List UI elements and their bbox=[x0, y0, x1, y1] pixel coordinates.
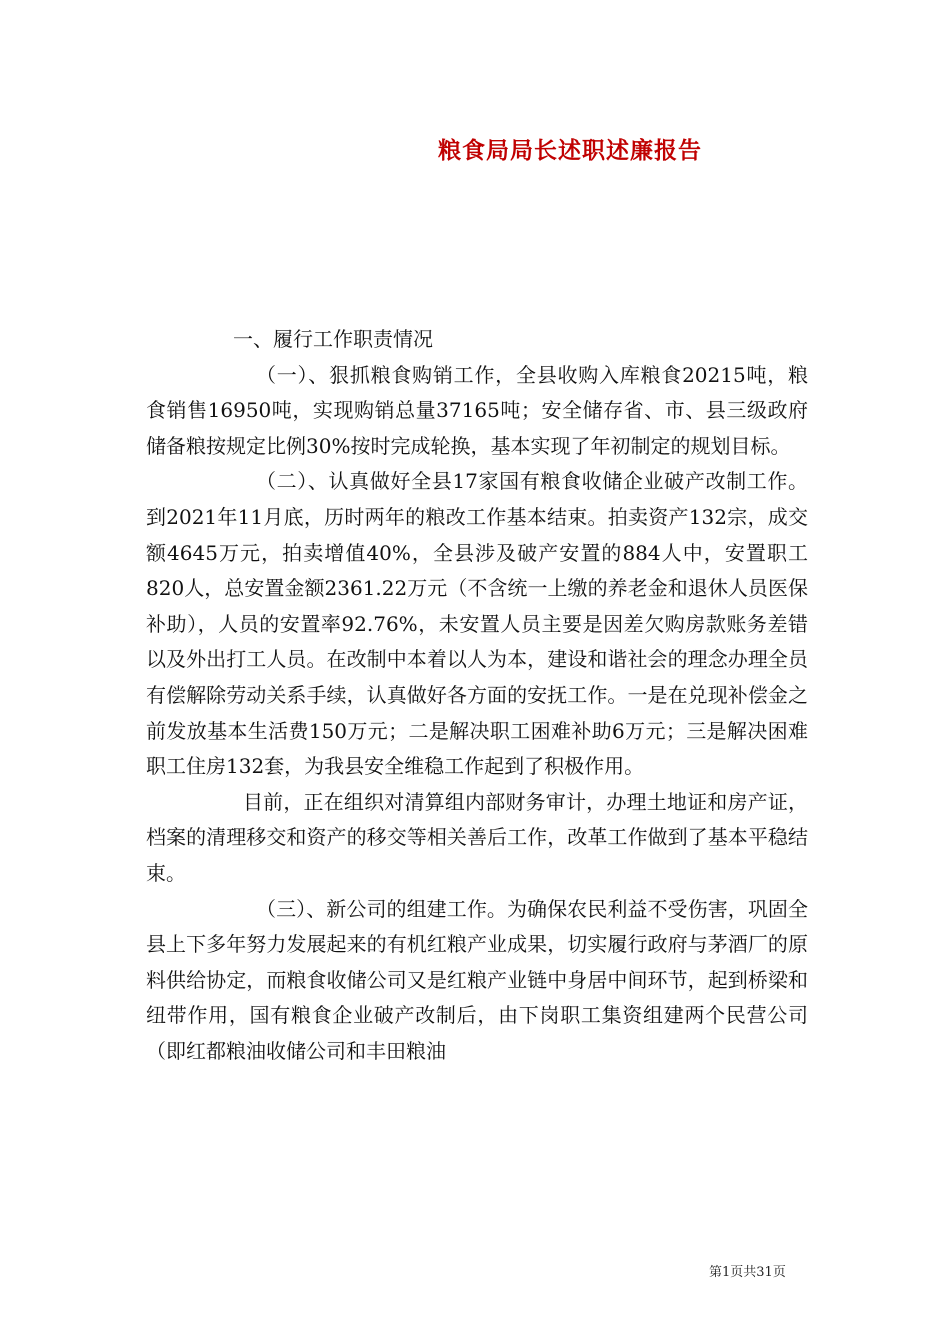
section-heading: 一、履行工作职责情况 bbox=[233, 327, 433, 351]
document-body bbox=[146, 322, 808, 1069]
paragraph-2: （二）、认真做好全县17家国有粮食收储企业破产改制工作。到2021年11月底，历时两年的粮改工作基本结束。拍卖资产132宗，成交额4645万元，拍卖增值40%，全县涉及破产安置的884人中，安置职工820人，总安置金额2361.22万元（不含统一上缴的养老金和退休人员医保补助），人员的安置率92.76%，未安置人员主要是因差欠购房款账务差错以及外出打工人员。在改制中本着以人为本，建设和谐社会的理念办理全员有偿解除劳动关系手续，认真做好各方面的安抚工作。一是在兑现补偿金之前发放基本生活费150万元；二是解决职工困难补助6万元；三是解决困难职工住房132套，为我县安全维稳工作起到了积极作用。 bbox=[146, 469, 808, 779]
paragraph-4: （三）、新公司的组建工作。为确保农民利益不受伤害，巩固全县上下多年努力发展起来的有机红粮产业成果，切实履行政府与茅酒厂的原料供给协定，而粮食收储公司又是红粮产业链中身居中间环节，起到桥梁和纽带作用，国有粮食企业破产改制后，由下岗职工集资组建两个民营公司（即红都粮油收储公司和丰田粮油 bbox=[146, 896, 808, 1063]
paragraph-3: 目前，正在组织对清算组内部财务审计，办理土地证和房产证，档案的清理移交和资产的移交等相关善后工作，改革工作做到了基本平稳结束。 bbox=[146, 789, 808, 885]
page-title: 粮食局局长述职述廉报告 bbox=[438, 137, 702, 164]
paragraph-1: （一）、狠抓粮食购销工作，全县收购入库粮食20215吨，粮食销售16950吨，实现购销总量37165吨；安全储存省、市、县三级政府储备粮按规定比例30%按时完成轮换，基本实现了年初制定的规划目标。 bbox=[146, 362, 808, 458]
page-number: 第1页共31页 bbox=[709, 1265, 786, 1280]
